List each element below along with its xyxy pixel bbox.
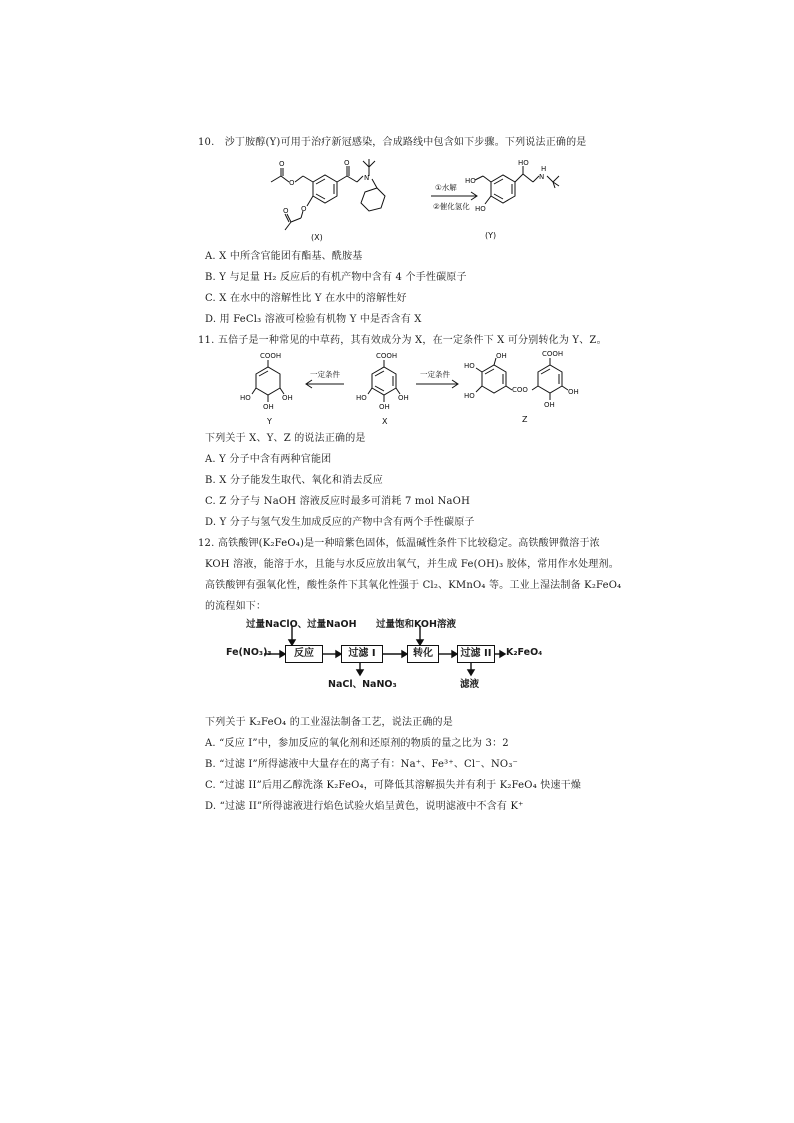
q10-stem: 10. 沙丁胺醇(Y)可用于治疗新冠感染，合成路线中包含如下步骤。下列说法正确的是 <box>198 137 587 148</box>
x-atom-o3: O <box>301 205 307 213</box>
label-x: (X) <box>311 233 323 242</box>
q12-line-1: 12. 高铁酸钾(K₂FeO₄)是一种暗紫色固体，低温碱性条件下比较稳定。高铁酸钾微溶于浓 <box>198 538 600 549</box>
q12-line-3: 高铁酸钾有强氧化性，酸性条件下其氧化性强于 Cl₂、KMnO₄ 等。工业上湿法制备 K₂FeO₄ <box>205 580 622 591</box>
x-oh-right: OH <box>398 394 409 402</box>
cond-x-to-y: 一定条件 <box>310 370 340 379</box>
x-oh-mid: OH <box>379 403 390 411</box>
flow-start-fe-nitrate: Fe(NO₃)₃ <box>226 647 272 658</box>
label-y: (Y) <box>485 231 497 240</box>
z-oh-right: OH <box>568 388 579 396</box>
step-hydrolysis: ①水解 <box>435 183 457 192</box>
q12-option-c: C. “过滤 II”后用乙醇洗涤 K₂FeO₄，可降低其溶解损失并有利于 K₂FeO₄ 快速干燥 <box>205 780 582 791</box>
q10-option-a: A. X 中所含官能团有酯基、酰胺基 <box>205 251 363 262</box>
z-cooh: COOH <box>542 350 564 358</box>
x-atom-o4: O <box>283 207 289 215</box>
flow-box-filter-2: 过滤 II <box>457 645 495 663</box>
q12-line-4: 的流程如下： <box>205 601 267 612</box>
x-cooh: COOH <box>376 352 398 360</box>
y-atom-n: N <box>539 173 545 181</box>
y-cooh: COOH <box>260 352 282 360</box>
flow-reagent-naclo-naoh: 过量NaClO、过量NaOH <box>246 619 357 630</box>
x-benzyl-ring <box>361 188 385 211</box>
q10-option-b: B. Y 与足量 H₂ 反应后的有机产物中含有 4 个手性碳原子 <box>205 272 467 283</box>
flow-reagent-koh: 过量饱和KOH溶液 <box>376 619 456 630</box>
process-flowchart <box>224 614 554 694</box>
z-oh-mid: OH <box>544 401 555 409</box>
step-hydrogenation: ②催化氢化 <box>433 202 470 211</box>
q12-option-b: B. “过滤 I”所得滤液中大量存在的离子有：Na⁺、Fe³⁺、Cl⁻、NO₃⁻ <box>205 759 519 770</box>
flow-byproduct-salts: NaCl、NaNO₃ <box>328 679 397 690</box>
q12-line-2: KOH 溶液，能溶于水，且能与水反应放出氧气，并生成 Fe(OH)₃ 胶体，常用作水处理剂。 <box>205 559 619 570</box>
z-ho-top: HO <box>464 362 475 370</box>
y-atom-ho-left: HO <box>465 177 476 185</box>
q11-option-b: B. X 分子能发生取代、氧化和消去反应 <box>205 475 384 486</box>
q12-option-a: A. “反应 I”中，参加反应的氧化剂和还原剂的物质的量之比为 3：2 <box>205 738 509 749</box>
flow-filtrate: 滤液 <box>460 679 480 690</box>
x-atom-o5: O <box>344 159 350 167</box>
q11-option-d: D. Y 分子与氢气发生加成反应的产物中含有两个手性碳原子 <box>205 517 475 528</box>
y-atom-ho-bottom: HO <box>475 205 486 213</box>
label-x: X <box>382 417 388 426</box>
x-ho: HO <box>356 394 367 402</box>
y-atom-h: H <box>541 165 547 173</box>
label-y: Y <box>267 417 272 426</box>
q11-stem: 11. 五倍子是一种常见的中草药，其有效成分为 X，在一定条件下 X 可分别转化为 Y、Z。 <box>198 335 607 346</box>
y-oh-mid: OH <box>263 403 274 411</box>
flow-box-conversion: 转化 <box>407 645 439 663</box>
q11-sub: 下列关于 X、Y、Z 的说法正确的是 <box>205 433 366 444</box>
q11-option-a: A. Y 分子中含有两种官能团 <box>205 454 332 465</box>
flow-box-filter-1: 过滤 I <box>341 645 383 663</box>
q12-option-d: D. “过滤 II”所得滤液进行焰色试验火焰呈黄色，说明滤液中不含有 K⁺ <box>205 801 524 812</box>
label-z: Z <box>522 415 528 424</box>
y-ho: HO <box>240 394 251 402</box>
y-oh-right: OH <box>282 394 293 402</box>
q11-scheme <box>238 352 588 428</box>
x-atom-o1: O <box>289 179 295 187</box>
q12-sub: 下列关于 K₂FeO₄ 的工业湿法制备工艺，说法正确的是 <box>205 717 453 728</box>
flow-box-reaction: 反应 <box>285 645 323 663</box>
q11-option-c: C. Z 分子与 NaOH 溶液反应时最多可消耗 7 mol NaOH <box>205 496 470 507</box>
z-oh-top: OH <box>496 352 507 360</box>
q10-scheme <box>255 156 585 242</box>
z-ho-bottom: HO <box>464 392 475 400</box>
y-atom-ho-top: HO <box>518 159 529 167</box>
x-atom-o2: O <box>279 160 285 168</box>
q10-option-c: C. X 在水中的溶解性比 Y 在水中的溶解性好 <box>205 293 407 304</box>
x-atom-n: N <box>364 174 370 182</box>
z-coo: COO <box>512 386 528 394</box>
flow-product: K₂FeO₄ <box>506 647 543 658</box>
cond-x-to-z: 一定条件 <box>420 370 450 379</box>
q10-option-d: D. 用 FeCl₃ 溶液可检验有机物 Y 中是否含有 X <box>205 314 422 325</box>
